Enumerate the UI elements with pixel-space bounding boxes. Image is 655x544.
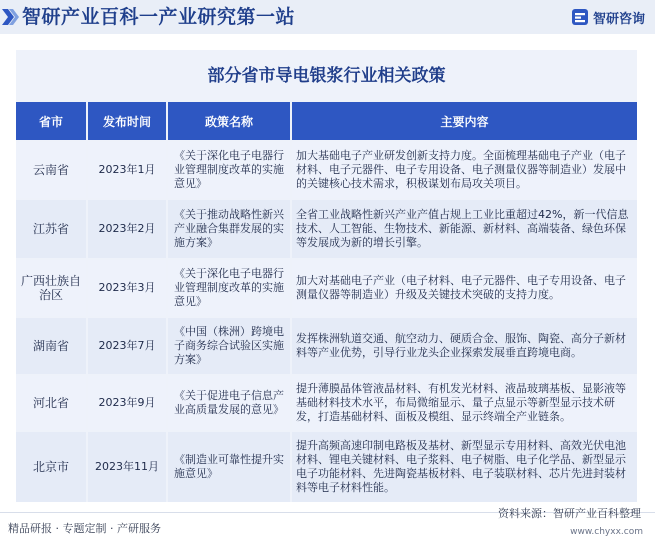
brand[interactable] bbox=[571, 7, 645, 27]
column-header-policy: 政策名称 bbox=[168, 102, 290, 140]
province-cell: 江苏省 bbox=[16, 200, 86, 258]
column-header-content: 主要内容 bbox=[292, 102, 637, 140]
site-title: 智研产业百科一产业研究第一站 bbox=[22, 6, 296, 28]
policy-name-cell: 《中国（株洲）跨境电子商务综合试验区实施方案》 bbox=[168, 318, 290, 374]
table-row bbox=[16, 200, 637, 258]
table-row bbox=[16, 432, 637, 502]
column-header-province: 省市 bbox=[16, 102, 86, 140]
footer-source: 资料来源：智研产业百科整理 bbox=[498, 507, 641, 520]
date-cell: 2023年7月 bbox=[88, 318, 166, 374]
policy-name-cell: 《关于促进电子信息产业高质量发展的意见》 bbox=[168, 376, 290, 430]
date-cell: 2023年11月 bbox=[88, 432, 166, 502]
date-cell: 2023年3月 bbox=[88, 260, 166, 316]
content-cell: 加大对基础电子产业（电子材料、电子元器件、电子专用设备、电子测量仪器等制造业）升级及关键技术突破的支持力度。 bbox=[292, 260, 637, 316]
footer-url[interactable]: www.chyxx.com bbox=[570, 527, 643, 537]
province-cell: 河北省 bbox=[16, 376, 86, 430]
brand-name: 智研咨询 bbox=[592, 11, 645, 27]
date-cell: 2023年9月 bbox=[88, 376, 166, 430]
content-cell: 提升高频高速印制电路板及基材、新型显示专用材料、高效光伏电池材料、锂电关键材料、电子浆料、电子树脂、电子化学品、新型显示电子功能材料、先进陶瓷基板材料、电子装联材料、芯片先进封装材料等电子材料性能。 bbox=[292, 432, 637, 502]
province-cell: 云南省 bbox=[16, 142, 86, 198]
province-cell: 湖南省 bbox=[16, 318, 86, 374]
content-cell: 加大基础电子产业研发创新支持力度。全面梳理基础电子产业（电子材料、电子元器件、电子专用设备、电子测量仪器等制造业）发展中的关键核心技术需求，积极谋划布局攻关项目。 bbox=[292, 142, 637, 198]
province-cell: 北京市 bbox=[16, 432, 86, 502]
table-row bbox=[16, 318, 637, 374]
policy-name-cell: 《关于推动战略性新兴产业融合集群发展的实施方案》 bbox=[168, 200, 290, 258]
policy-name-cell: 《关于深化电子电器行业管理制度改革的实施意见》 bbox=[168, 260, 290, 316]
date-cell: 2023年1月 bbox=[88, 142, 166, 198]
content-cell: 发挥株洲轨道交通、航空动力、硬质合金、服饰、陶瓷、高分子新材料等产业优势，引导行业龙头企业探索发展垂直跨境电商。 bbox=[292, 318, 637, 374]
table-row bbox=[16, 376, 637, 430]
double-chevron-icon bbox=[2, 9, 20, 25]
top-bar bbox=[0, 0, 655, 34]
table-title: 部分省市导电银浆行业相关政策 bbox=[207, 66, 446, 86]
policy-name-cell: 《关于深化电子电器行业管理制度改革的实施意见》 bbox=[168, 142, 290, 198]
footer-services: 精品研报 · 专题定制 · 产研服务 bbox=[8, 522, 161, 535]
date-cell: 2023年2月 bbox=[88, 200, 166, 258]
table-row bbox=[16, 142, 637, 198]
table-row bbox=[16, 260, 637, 316]
column-header-date: 发布时间 bbox=[88, 102, 166, 140]
content-cell: 提升薄膜晶体管液晶材料、有机发光材料、液晶玻璃基板、显影液等基础材料技术水平，布局微缩显示、量子点显示等新型显示技术研发，打造基础材料、面板及模组、显示终端全产业链条。 bbox=[292, 376, 637, 430]
policy-table-card bbox=[16, 50, 637, 502]
province-cell: 广西壮族自治区 bbox=[16, 260, 86, 316]
content-cell: 全省工业战略性新兴产业产值占规上工业比重超过42%，新一代信息技术、人工智能、生物技术、新能源、新材料、高端装备、绿色环保等发展成为新的增长引擎。 bbox=[292, 200, 637, 258]
policy-table bbox=[16, 102, 637, 502]
policy-name-cell: 《制造业可靠性提升实施意见》 bbox=[168, 432, 290, 502]
brand-logo-icon bbox=[571, 8, 589, 26]
